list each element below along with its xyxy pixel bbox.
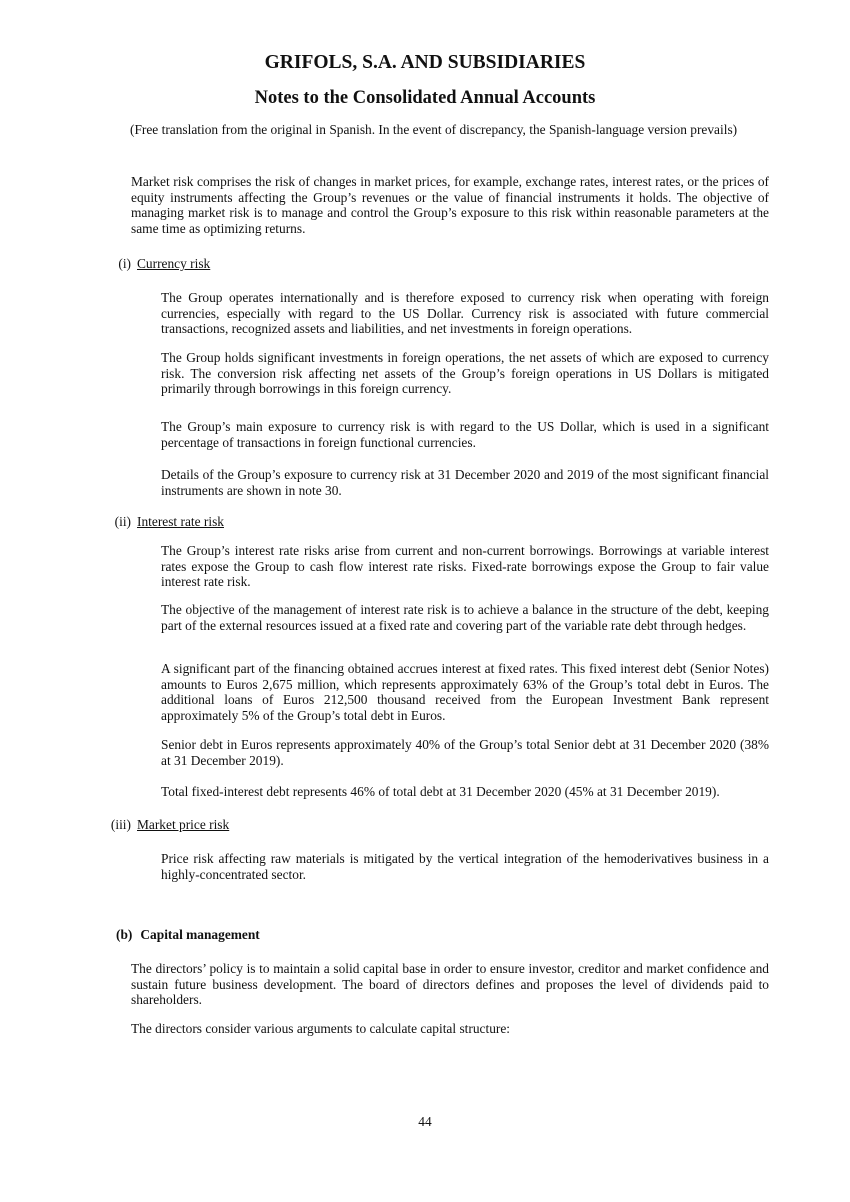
section-title: Market price risk <box>137 817 230 832</box>
paragraph: The Group holds significant investments in foreign operations, the net assets of which are exposed to currency risk. The conversion risk affecting net assets of the Group’s foreign operations in US Dollars is mitigated primarily through borrowings in this foreign currency. <box>161 350 769 397</box>
section-title: Interest rate risk <box>137 514 224 529</box>
section-heading-market-price-risk <box>106 817 229 833</box>
section-number: (b) <box>116 927 133 942</box>
capital-management-heading <box>116 927 260 943</box>
section-number: (ii) <box>114 514 131 529</box>
section-title: Currency risk <box>137 256 211 271</box>
section-title: Capital management <box>140 927 260 942</box>
company-heading: GRIFOLS, S.A. AND SUBSIDIARIES <box>264 52 586 73</box>
document-title: Notes to the Consolidated Annual Accounts <box>254 88 596 108</box>
section-number: (i) <box>118 256 131 271</box>
paragraph: The Group operates internationally and is therefore exposed to currency risk when operating with foreign currencies, especially with regard to the US Dollar. Currency risk is associated with future commercial transactions, recognized assets and liabilities, and net investments in foreign operations. <box>161 290 769 337</box>
intro-paragraph: Market risk comprises the risk of changes in market prices, for example, exchange rates, interest rates, or the prices of equity instruments affecting the Group’s revenues or the value of financial instruments it holds. The objective of managing market risk is to manage and control the Group’s exposure to this risk within reasonable parameters at the same time as optimizing returns. <box>131 174 769 236</box>
paragraph: The directors consider various arguments to calculate capital structure: <box>131 1021 511 1036</box>
page-number: 44 <box>418 1114 432 1129</box>
paragraph: Price risk affecting raw materials is mitigated by the vertical integration of the hemoderivatives business in a highly-concentrated sector. <box>161 851 769 882</box>
paragraph: The Group’s main exposure to currency risk is with regard to the US Dollar, which is used in a significant percentage of transactions in foreign functional currencies. <box>161 419 769 450</box>
paragraph: Senior debt in Euros represents approximately 40% of the Group’s total Senior debt at 31 December 2020 (38% at 31 December 2019). <box>161 737 769 768</box>
paragraph: The directors’ policy is to maintain a solid capital base in order to ensure investor, creditor and market confidence and sustain future business development. The board of directors defines and proposes the level of dividends paid to shareholders. <box>131 961 769 1008</box>
paragraph: A significant part of the financing obtained accrues interest at fixed rates. This fixed interest debt (Senior Notes) amounts to Euros 2,675 million, which represents approximately 63% of the Group’s total debt in Euros. The additional loans of Euros 212,500 thousand received from the European Investment Bank represent approximately 5% of the Group’s total debt in Euros. <box>161 661 769 723</box>
translation-note: (Free translation from the original in Spanish. In the event of discrepancy, the Spanish-language version prevails) <box>130 122 738 137</box>
paragraph: The objective of the management of interest rate risk is to achieve a balance in the structure of the debt, keeping part of the external resources issued at a fixed rate and covering part of the variable rate debt through hedges. <box>161 602 769 633</box>
section-heading-currency-risk <box>106 256 210 272</box>
section-number: (iii) <box>110 817 131 832</box>
section-heading-interest-rate-risk <box>106 514 224 530</box>
paragraph: The Group’s interest rate risks arise from current and non-current borrowings. Borrowings at variable interest rates expose the Group to cash flow interest rate risks. Fixed-rate borrowings expose the Group to fair value interest rate risk. <box>161 543 769 590</box>
paragraph: Details of the Group’s exposure to currency risk at 31 December 2020 and 2019 of the most significant financial instruments are shown in note 30. <box>161 467 769 498</box>
paragraph: Total fixed-interest debt represents 46% of total debt at 31 December 2020 (45% at 31 December 2019). <box>161 784 720 799</box>
